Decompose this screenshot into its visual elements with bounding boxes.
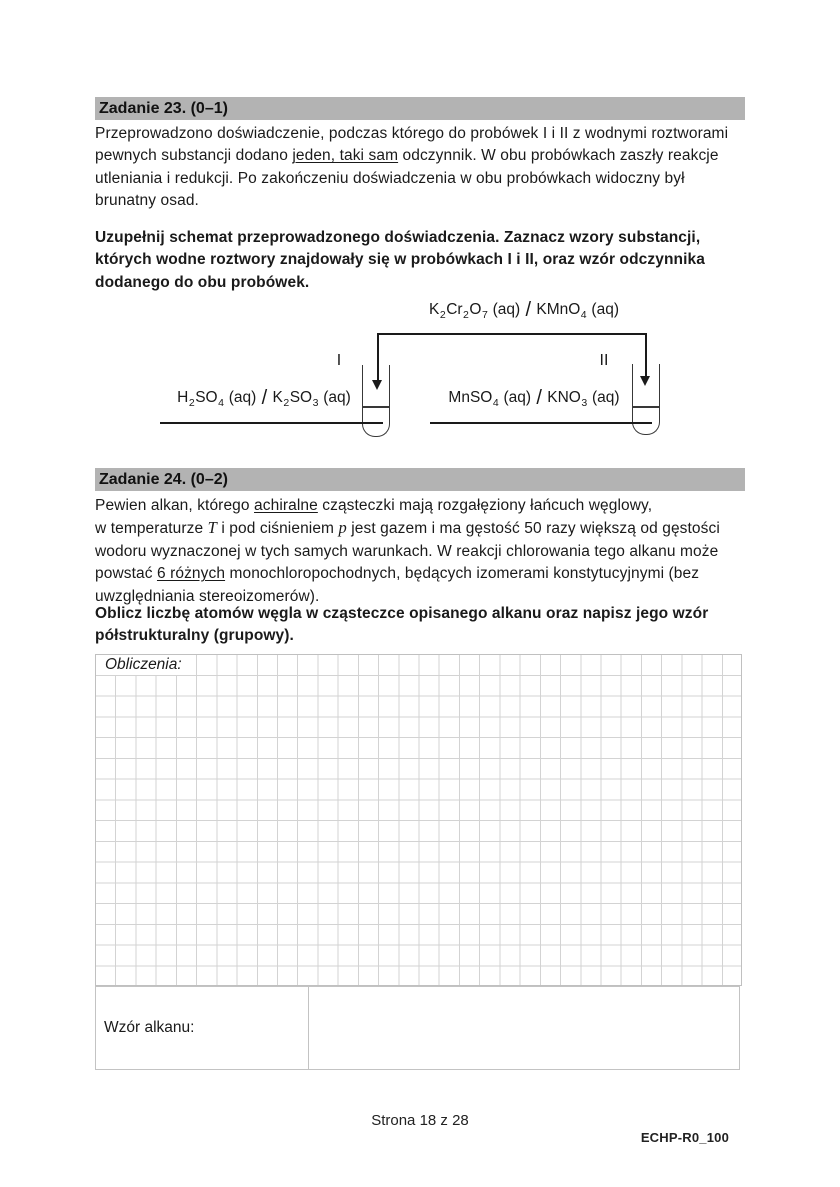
- calculations-label: Obliczenia:: [99, 655, 191, 675]
- task24-intro-paragraph: Pewien alkan, którego achiralne cząsteczki mają rozgałęziony łańcuch węglowy, w temperaturze T i pod ciśnieniem p jest gazem i ma gęstość 50 razy większą od gęstości wodoru wyznaczonej w tych samych warunkach. W reakcji chlorowania tego alkanu może powstać 6 różnych monochloropochodnych, będących izomerami konstytucyjnymi (bez uwzględniania stereoizomerów).: [95, 497, 720, 605]
- task23-header-title: Zadanie 23. (0–1): [99, 100, 228, 117]
- reagent-bracket-line: [377, 333, 647, 335]
- task24-header-bar: [95, 468, 745, 491]
- formula-label-cell: [96, 987, 309, 1069]
- tube2-solution-label: MnSO$_4$ $(aq) / KNO_3$ (aq): [448, 387, 620, 409]
- reagent-label: $K_2Cr_2O_7$ (aq) / KMnO$_4$ (aq): [429, 299, 619, 321]
- calculation-grid: [95, 654, 742, 986]
- doc-code: ECHP-R0_100: [640, 1130, 729, 1145]
- formula-answer-cell: [309, 987, 739, 1069]
- task23-intro-paragraph: Przeprowadzono doświadczenie, podczas którego do probówek I i II z wodnymi roztworami pewnych substancji dodano jeden, taki sam odczynnik. W obu probówkach zaszły reakcje utleniania i redukcji. Po zakończeniu doświadczenia w obu probówkach widoczny był brunatny osad.: [95, 125, 729, 210]
- tube1-roman-label: I: [336, 352, 342, 369]
- task23-header-bar: [95, 97, 745, 120]
- tube2-roman-label: II: [599, 352, 609, 369]
- task23-instruction: Uzupełnij schemat przeprowadzonego doświadczenia. Zaznacz wzory substancji, których wodne roztwory znajdowały się w probówkach I i II, oraz wzór odczynnika dodanego do obu probówek.: [95, 229, 705, 291]
- formula-label: Wzór alkanu:: [104, 1019, 195, 1036]
- tube1-solution-label: $H_2SO_4$ $(aq) / K_2SO_3$ (aq): [177, 387, 351, 409]
- task24-instruction: Oblicz liczbę atomów węgla w cząsteczce opisanego alkanu oraz napisz jego wzór półstrukturalny (grupowy).: [95, 605, 709, 645]
- tube1-answer-line: [160, 422, 383, 424]
- alkane-formula-box: [95, 986, 740, 1070]
- page-number: Strona 18 z 28: [371, 1112, 469, 1129]
- tube2-answer-line: [430, 422, 652, 424]
- task24-header-title: Zadanie 24. (0–2): [99, 471, 228, 488]
